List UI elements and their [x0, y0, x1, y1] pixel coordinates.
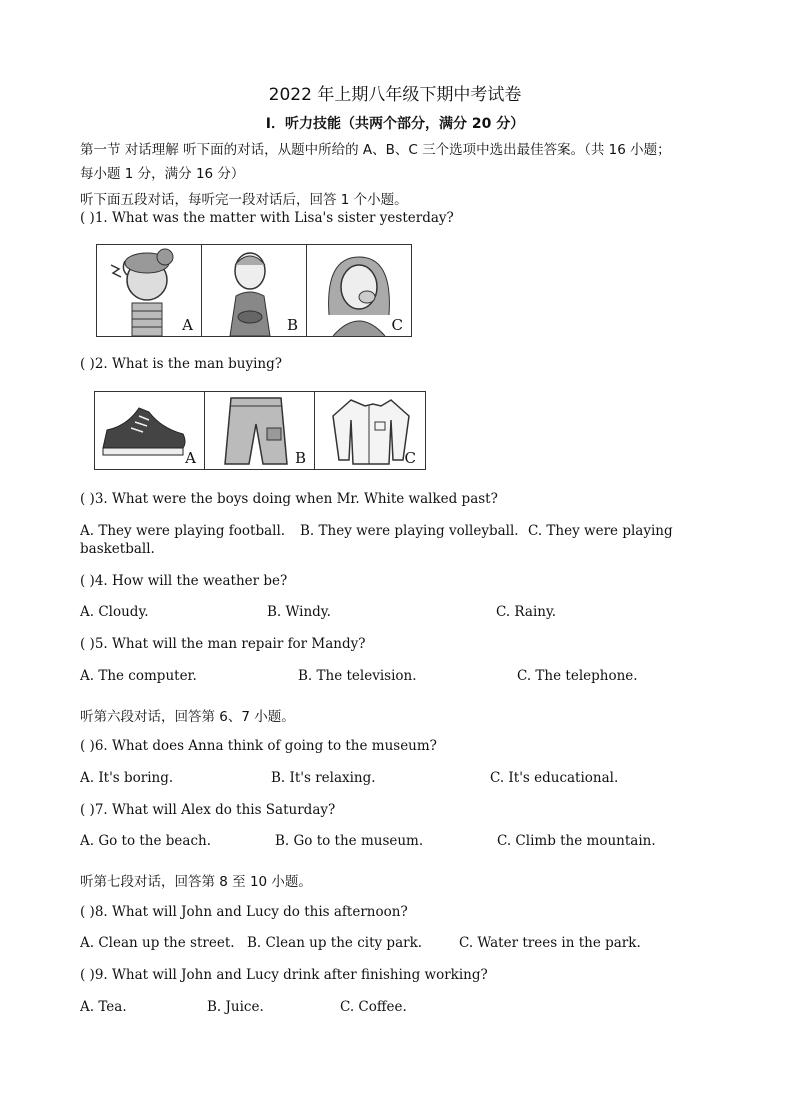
q9-option-c: C. Coffee.	[340, 999, 407, 1015]
q3-option-b: B. They were playing volleyball.	[300, 523, 519, 539]
q2-label-c: C	[404, 449, 416, 467]
question-4: ( )4. How will the weather be?	[80, 573, 288, 589]
q9-option-a: A. Tea.	[80, 999, 127, 1015]
q1-label-c: C	[391, 316, 403, 334]
q7-option-c: C. Climb the mountain.	[497, 833, 656, 849]
q8-option-a: A. Clean up the street.	[80, 935, 235, 951]
question-2: ( )2. What is the man buying?	[80, 356, 282, 372]
q5-option-c: C. The telephone.	[517, 668, 638, 684]
q3-option-c-wrap: basketball.	[80, 541, 155, 557]
question-7: ( )7. What will Alex do this Saturday?	[80, 802, 336, 818]
q1-image-a	[97, 245, 202, 336]
group3-instruction: 听第七段对话，回答第 8 至 10 小题。	[80, 874, 312, 890]
q3-option-a: A. They were playing football.	[80, 523, 286, 539]
q3-option-c: C. They were playing	[528, 523, 673, 539]
q6-option-c: C. It's educational.	[490, 770, 619, 786]
q7-option-b: B. Go to the museum.	[275, 833, 424, 849]
q5-option-a: A. The computer.	[80, 668, 197, 684]
q1-image-b	[202, 245, 307, 336]
q4-option-a: A. Cloudy.	[80, 604, 149, 620]
q1-label-b: B	[286, 316, 298, 334]
group1-instruction: 听下面五段对话，每听完一段对话后，回答 1 个小题。	[80, 192, 408, 208]
q2-image-c	[315, 392, 424, 469]
q7-option-a: A. Go to the beach.	[80, 833, 212, 849]
q2-label-b: B	[294, 449, 306, 467]
q9-option-b: B. Juice.	[207, 999, 264, 1015]
q1-label-a: A	[182, 316, 193, 334]
q6-option-a: A. It's boring.	[80, 770, 174, 786]
q6-option-b: B. It's relaxing.	[271, 770, 376, 786]
q2-image-b	[205, 392, 315, 469]
q8-option-c: C. Water trees in the park.	[459, 935, 641, 951]
q5-option-b: B. The television.	[298, 668, 417, 684]
q4-option-c: C. Rainy.	[496, 604, 557, 620]
section-heading: I．听力技能（共两个部分，满分 20 分）	[265, 116, 525, 132]
q2-image-row	[94, 391, 426, 470]
q1-image-row	[96, 244, 412, 337]
question-8: ( )8. What will John and Lucy do this afternoon?	[80, 904, 408, 920]
group2-instruction: 听第六段对话，回答第 6、7 小题。	[80, 709, 295, 725]
q2-label-a: A	[185, 449, 196, 467]
q1-image-c	[307, 245, 411, 336]
question-5: ( )5. What will the man repair for Mandy?	[80, 636, 366, 652]
question-1: ( )1. What was the matter with Lisa's sister yesterday?	[80, 210, 454, 226]
question-9: ( )9. What will John and Lucy drink after finishing working?	[80, 967, 488, 983]
part1-intro-line2: 每小题 1 分，满分 16 分）	[80, 166, 245, 182]
q4-option-b: B. Windy.	[267, 604, 331, 620]
part1-intro-line1: 第一节 对话理解 听下面的对话，从题中所给的 A、B、C 三个选项中选出最佳答案。（共 16 小题；	[80, 142, 671, 158]
question-6: ( )6. What does Anna think of going to the museum?	[80, 738, 437, 754]
q8-option-b: B. Clean up the city park.	[247, 935, 423, 951]
q2-image-a	[95, 392, 205, 469]
question-3: ( )3. What were the boys doing when Mr. White walked past?	[80, 491, 498, 507]
page-title: 2022 年上期八年级下期中考试卷	[268, 85, 522, 105]
